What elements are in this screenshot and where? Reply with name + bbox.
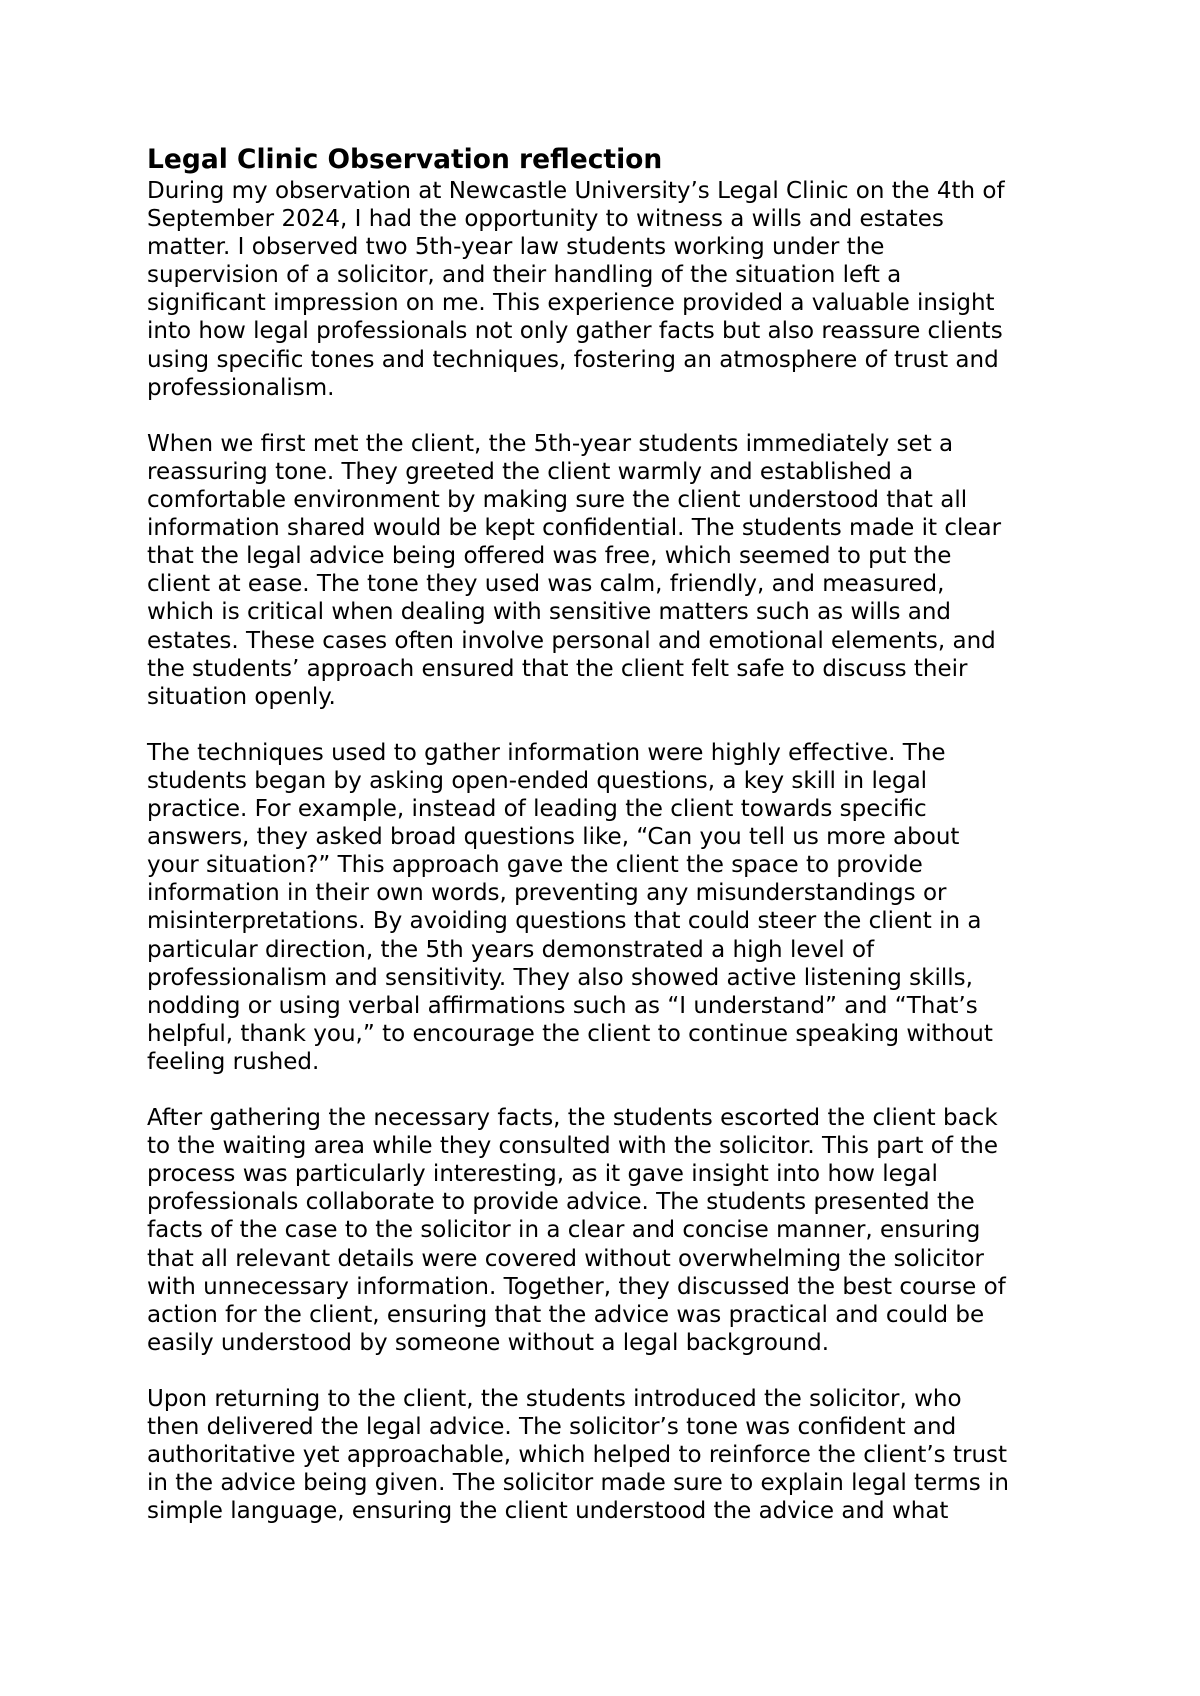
text-line: information shared would be kept confidential. The students made it clear	[147, 515, 1002, 542]
text-line: that all relevant details were covered without overwhelming the solicitor	[147, 1245, 985, 1272]
text-line: matter. I observed two 5th-year law students working under the	[147, 234, 885, 261]
body-paragraph	[147, 1385, 1077, 1525]
text-line: professionalism and sensitivity. They also showed active listening skills,	[147, 964, 973, 991]
body-paragraph	[147, 739, 1077, 1076]
text-line: helpful, thank you,” to encourage the client to continue speaking without	[147, 1020, 993, 1047]
text-line: using specific tones and techniques, fostering an atmosphere of trust and	[147, 346, 999, 373]
text-line: situation openly.	[147, 683, 336, 710]
text-line: The techniques used to gather information were highly effective. The	[147, 739, 946, 766]
text-line: practice. For example, instead of leading the client towards specific	[147, 796, 927, 823]
text-line: to the waiting area while they consulted with the solicitor. This part of the	[147, 1133, 998, 1160]
text-line: the students’ approach ensured that the client felt safe to discuss their	[147, 655, 968, 682]
text-line: After gathering the necessary facts, the students escorted the client back	[147, 1105, 998, 1132]
text-line: During my observation at Newcastle University’s Legal Clinic on the 4th of	[147, 178, 1005, 204]
text-line: students began by asking open-ended questions, a key skill in legal	[147, 767, 928, 794]
text-line: nodding or using verbal affirmations such as “I understand” and “That’s	[147, 992, 978, 1019]
document-body	[147, 143, 1077, 1554]
text-line: action for the client, ensuring that the advice was practical and could be	[147, 1301, 985, 1328]
text-line: When we first met the client, the 5th-year students immediately set a	[147, 430, 954, 457]
text-line: misinterpretations. By avoiding questions that could steer the client in a	[147, 908, 982, 935]
text-line: supervision of a solicitor, and their handling of the situation left a	[147, 262, 902, 289]
document-title: Legal Clinic Observation reflection	[147, 144, 663, 175]
text-line: in the advice being given. The solicitor made sure to explain legal terms in	[147, 1470, 1010, 1497]
text-line: into how legal professionals not only gather facts but also reassure clients	[147, 318, 1003, 345]
text-line: professionals collaborate to provide advice. The students presented the	[147, 1189, 975, 1216]
text-line: information in their own words, preventing any misunderstandings or	[147, 880, 947, 907]
text-line: easily understood by someone without a legal background.	[147, 1329, 830, 1356]
paragraph-container	[147, 177, 1077, 1526]
text-line: authoritative yet approachable, which helped to reinforce the client’s trust	[147, 1442, 1008, 1469]
text-line: with unnecessary information. Together, they discussed the best course of	[147, 1273, 1006, 1300]
text-line: your situation?” This approach gave the client the space to provide	[147, 852, 923, 879]
text-line: particular direction, the 5th years demonstrated a high level of	[147, 936, 875, 963]
text-line: Upon returning to the client, the students introduced the solicitor, who	[147, 1386, 962, 1413]
text-line: feeling rushed.	[147, 1048, 320, 1075]
text-line: which is critical when dealing with sensitive matters such as wills and	[147, 599, 952, 626]
body-paragraph	[147, 177, 1077, 402]
text-line: then delivered the legal advice. The solicitor’s tone was confident and	[147, 1414, 957, 1441]
text-line: simple language, ensuring the client understood the advice and what	[147, 1498, 949, 1525]
text-line: significant impression on me. This experience provided a valuable insight	[147, 290, 995, 317]
text-line: estates. These cases often involve personal and emotional elements, and	[147, 627, 996, 654]
text-line: that the legal advice being offered was free, which seemed to put the	[147, 543, 952, 570]
text-line: professionalism.	[147, 374, 335, 401]
text-line: reassuring tone. They greeted the client warmly and established a	[147, 458, 914, 485]
text-line: answers, they asked broad questions like, “Can you tell us more about	[147, 824, 960, 851]
text-line: client at ease. The tone they used was calm, friendly, and measured,	[147, 571, 945, 598]
body-paragraph	[147, 1104, 1077, 1357]
text-line: process was particularly interesting, as it gave insight into how legal	[147, 1161, 938, 1188]
text-line: facts of the case to the solicitor in a clear and concise manner, ensuring	[147, 1217, 981, 1244]
text-line: September 2024, I had the opportunity to witness a wills and estates	[147, 206, 944, 233]
body-paragraph	[147, 430, 1077, 711]
text-line: comfortable environment by making sure the client understood that all	[147, 487, 968, 514]
